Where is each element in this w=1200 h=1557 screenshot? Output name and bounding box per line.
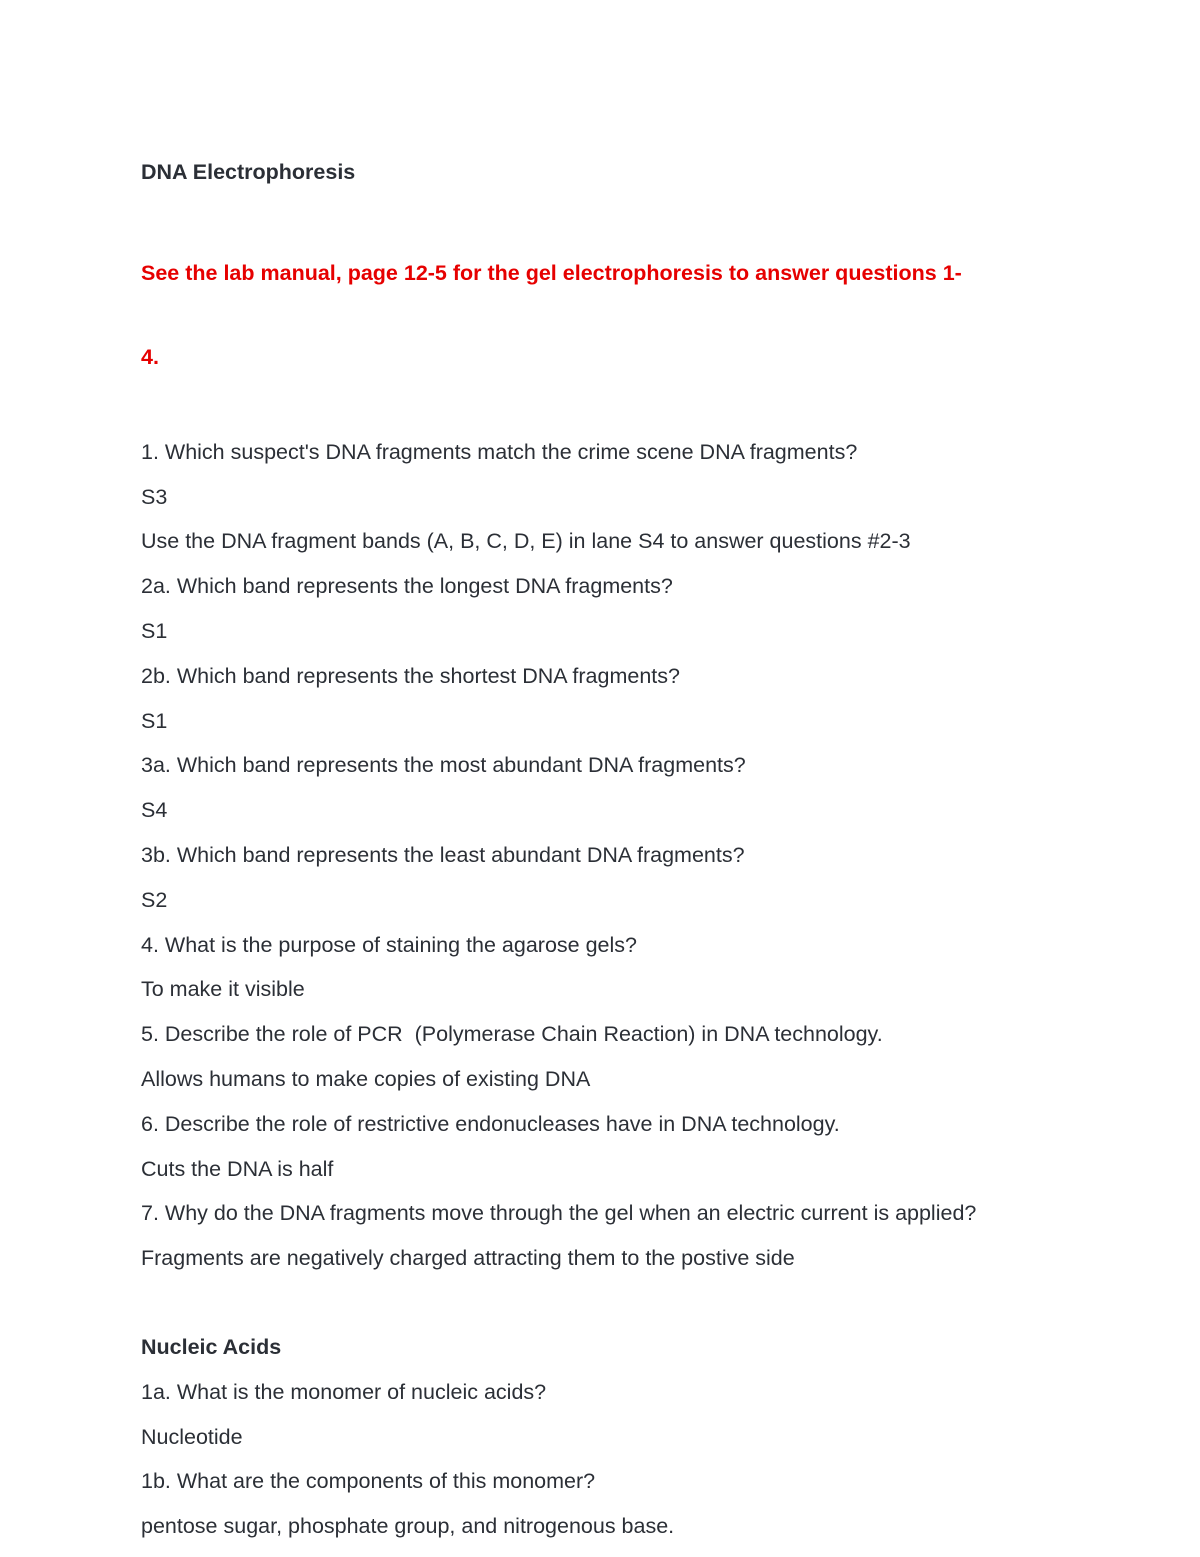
question-nucleic-1b: 1b. What are the components of this monomer?	[141, 1469, 596, 1494]
notice-line-1: See the lab manual, page 12-5 for the gel electrophoresis to answer questions 1-	[141, 260, 962, 285]
answer-2a: S1	[141, 618, 168, 643]
answer-3b: S2	[141, 887, 168, 912]
answer-2b: S1	[141, 708, 168, 733]
answer-nucleic-1b: pentose sugar, phosphate group, and nitrogenous base.	[141, 1514, 675, 1539]
section-spacer	[141, 1289, 1061, 1333]
question-6: 6. Describe the role of restrictive endonucleases have in DNA technology.	[141, 1111, 840, 1136]
answer-6: Cuts the DNA is half	[141, 1156, 334, 1181]
question-3b: 3b. Which band represents the least abundant DNA fragments?	[141, 842, 745, 867]
question-7: 7. Why do the DNA fragments move through the gel when an electric current is applied?	[141, 1201, 977, 1226]
lab-manual-notice	[141, 203, 1061, 427]
question-2a: 2a. Which band represents the longest DNA fragments?	[141, 574, 673, 599]
answer-7: Fragments are negatively charged attracting them to the postive side	[141, 1246, 795, 1271]
answer-4: To make it visible	[141, 977, 305, 1002]
answer-3a: S4	[141, 798, 168, 823]
answer-1: S3	[141, 484, 168, 509]
document-page	[141, 158, 1061, 1557]
instruction-bands: Use the DNA fragment bands (A, B, C, D, E) in lane S4 to answer questions #2-3	[141, 529, 911, 554]
question-1: 1. Which suspect's DNA fragments match the crime scene DNA fragments?	[141, 439, 858, 464]
section-title-nucleic-acids: Nucleic Acids	[141, 1334, 282, 1359]
question-2b: 2b. Which band represents the shortest DNA fragments?	[141, 663, 680, 688]
question-5: 5. Describe the role of PCR (Polymerase Chain Reaction) in DNA technology.	[141, 1022, 883, 1047]
question-4: 4. What is the purpose of staining the agarose gels?	[141, 932, 638, 957]
answer-nucleic-1a: Nucleotide	[141, 1424, 243, 1449]
notice-line-2: 4.	[141, 344, 159, 369]
question-nucleic-1a: 1a. What is the monomer of nucleic acids?	[141, 1379, 547, 1404]
question-3a: 3a. Which band represents the most abundant DNA fragments?	[141, 753, 746, 778]
section-title-dna-electrophoresis: DNA Electrophoresis	[141, 160, 356, 184]
answer-5: Allows humans to make copies of existing DNA	[141, 1066, 591, 1091]
